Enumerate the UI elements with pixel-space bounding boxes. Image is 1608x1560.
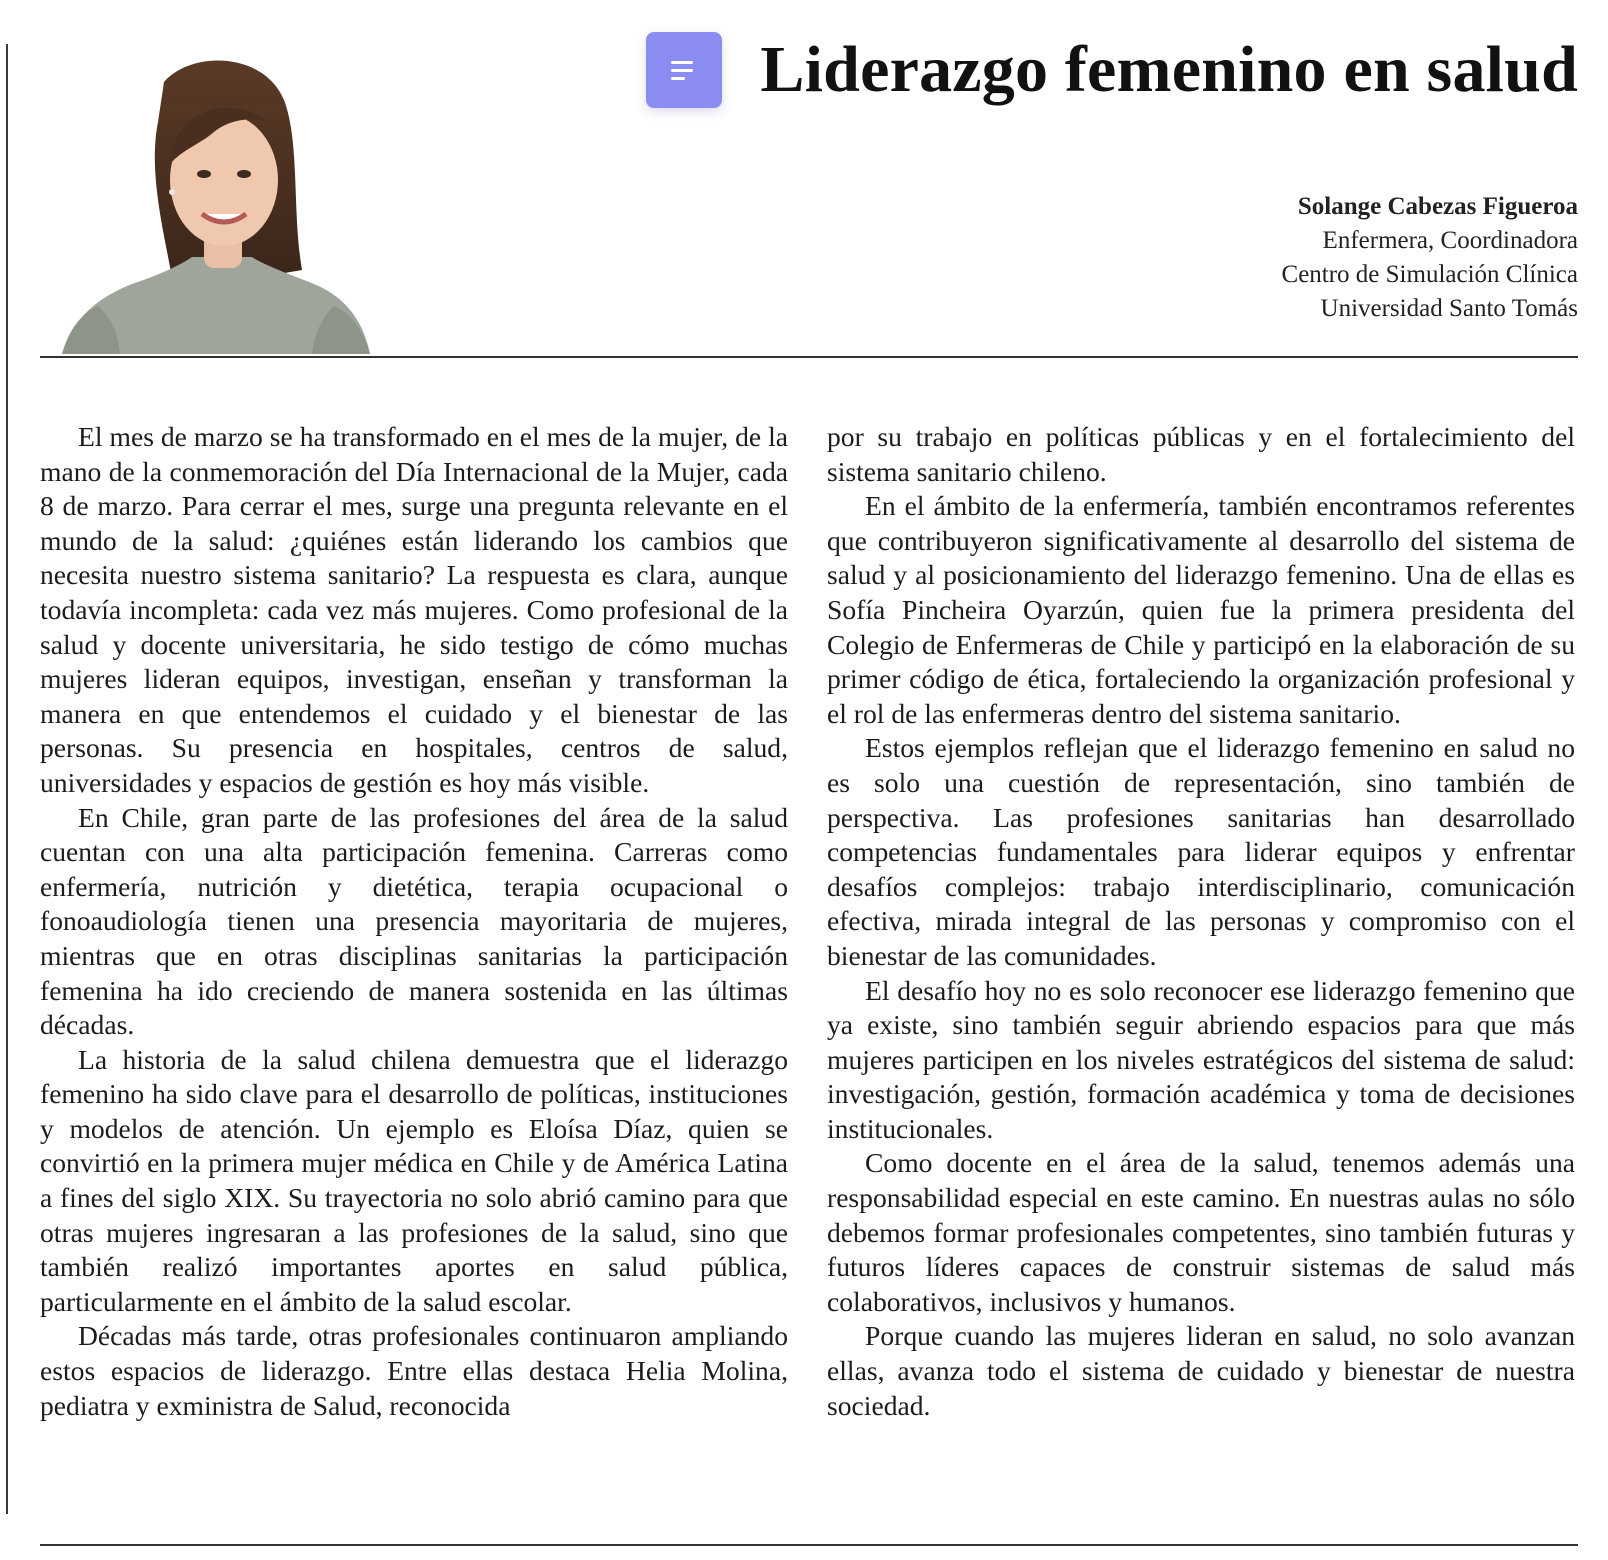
paragraph: El mes de marzo se ha transformado en el mes de la mujer, de la mano de la conmemoración del Día Internacional de la Mujer, cada 8 de marzo. Para cerrar el mes, surge una pregunta relevante en el mundo de la salud: ¿quiénes están liderando los cambios que necesita nuestro sistema sanitario? La respuesta es clara, aunque todavía incompleta: cada vez más mujeres. Como profesional de la salud y docente universitaria, he sido testigo de cómo muchas mujeres lideran equipos, investigan, enseñan y transforman la manera en que entendemos el cuidado y el bienestar de las personas. Su presencia en hospitales, centros de salud, universidades y espacios de gestión es hoy más visible. <box>40 421 788 798</box>
article-column-left <box>40 420 788 1423</box>
author-name: Solange Cabezas Figueroa <box>1297 193 1578 220</box>
paragraph: Porque cuando las mujeres lideran en salud, no solo avanzan ellas, avanza todo el sistema de cuidado y bienestar de nuestra sociedad. <box>827 1320 1575 1421</box>
author-institution: Universidad Santo Tomás <box>1320 295 1578 322</box>
paragraph: El desafío hoy no es solo reconocer ese liderazgo femenino que ya existe, sino también seguir abriendo espacios para que más mujeres participen en los niveles estratégicos del sistema de salud: investigación, gestión, formación académica y toma de decisiones institucionales. <box>827 974 1575 1144</box>
page-left-border <box>6 44 8 1514</box>
headline: Liderazgo femenino en salud <box>760 33 1578 106</box>
author-unit: Centro de Simulación Clínica <box>1281 261 1578 288</box>
author-byline <box>1282 190 1578 326</box>
document-icon <box>646 32 722 108</box>
paragraph-continuation: por su trabajo en políticas públicas y en el fortalecimiento del sistema sanitario chileno. <box>827 421 1575 487</box>
author-portrait <box>52 52 372 354</box>
author-role: Enfermera, Coordinadora <box>1322 227 1578 254</box>
paragraph: En Chile, gran parte de las profesiones del área de la salud cuentan con una alta participación femenina. Carreras como enfermería, nutrición y dietética, terapia ocupacional o fonoaudiología tienen una presencia mayoritaria de mujeres, mientras que en otras disciplinas sanitarias la participación femenina ha ido creciendo de manera sostenida en las últimas décadas. <box>40 801 788 1041</box>
paragraph: La historia de la salud chilena demuestra que el liderazgo femenino ha sido clave para el desarrollo de políticas, instituciones y modelos de atención. Un ejemplo es Eloísa Díaz, quien se convirtió en la primera mujer médica en Chile y de América Latina a fines del siglo XIX. Su trayectoria no solo abrió camino para que otras mujeres ingresaran a las profesiones de la salud, sino que también realizó importantes aportes en salud pública, particularmente en el ámbito de la salud escolar. <box>40 1043 788 1317</box>
paragraph: Como docente en el área de la salud, tenemos además una responsabilidad especial en este camino. En nuestras aulas no sólo debemos formar profesionales competentes, sino también futuras y futuros líderes capaces de construir sistemas de salud más colaborativos, inclusivos y humanos. <box>827 1147 1575 1317</box>
paragraph: En el ámbito de la enfermería, también encontramos referentes que contribuyeron significativamente al desarrollo del sistema de salud y al posicionamiento del liderazgo femenino. Una de ellas es Sofía Pincheira Oyarzún, quien fue la primera presidenta del Colegio de Enfermeras de Chile y participó en la elaboración de su primer código de ética, fortaleciendo la organización profesional y el rol de las enfermeras dentro del sistema sanitario. <box>827 490 1575 729</box>
footer-divider <box>40 1544 1578 1546</box>
paragraph: Décadas más tarde, otras profesionales continuaron ampliando estos espacios de liderazgo. Entre ellas destaca Helia Molina, pediatra y exministra de Salud, reconocida <box>40 1320 788 1421</box>
article-column-right <box>827 420 1575 1423</box>
paragraph: Estos ejemplos reflejan que el liderazgo femenino en salud no es solo una cuestión de representación, sino también de perspectiva. Las profesiones sanitarias han desarrollado competencias fundamentales para liderar equipos y enfrentar desafíos complejos: trabajo interdisciplinario, comunicación efectiva, mirada integral de las personas y compromiso con el bienestar de las comunidades. <box>827 732 1575 971</box>
header-divider <box>40 356 1578 358</box>
